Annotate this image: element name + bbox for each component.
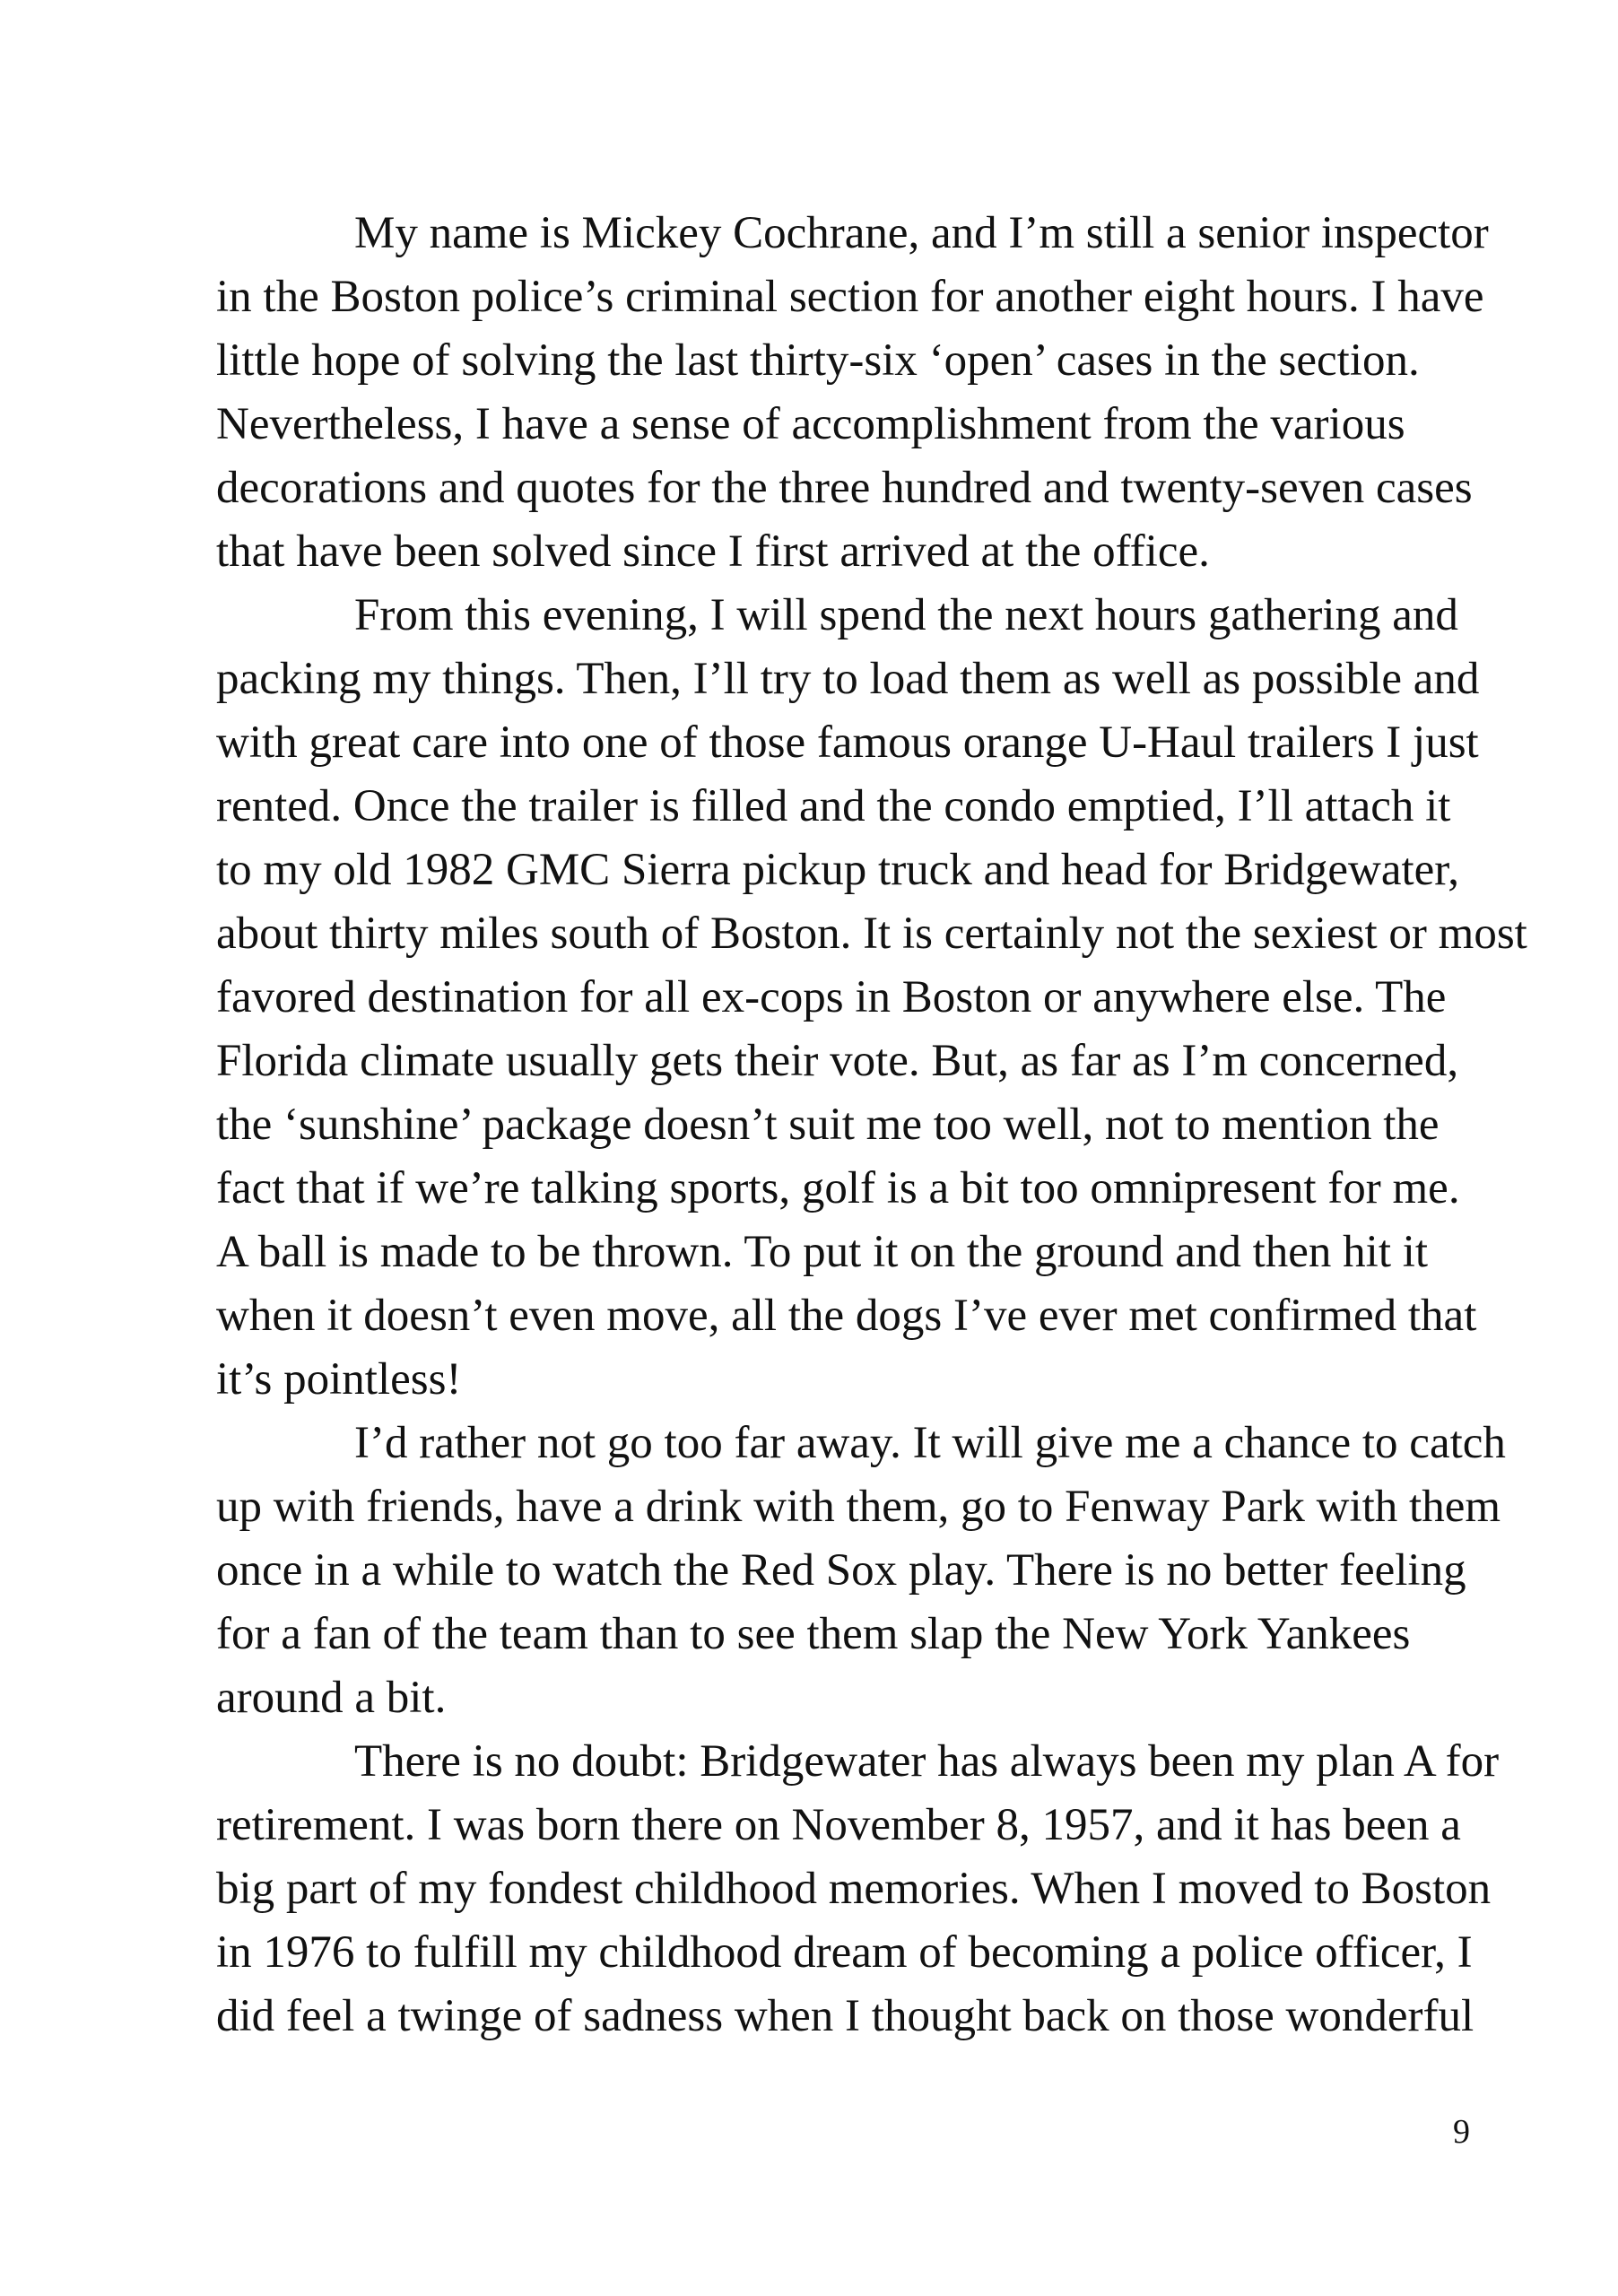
text-line: with great care into one of those famous orange U-Haul trailers I just [216, 718, 1479, 768]
paragraph-1 [216, 202, 1489, 584]
text-line: I’d rather not go too far away. It will give me a chance to catch [354, 1418, 1506, 1468]
body-text [216, 202, 1527, 2048]
text-line: Nevertheless, I have a sense of accomplishment from the various [216, 399, 1405, 449]
text-line: From this evening, I will spend the next hours gathering and [354, 590, 1458, 640]
text-line: to my old 1982 GMC Sierra pickup truck and head for Bridgewater, [216, 845, 1459, 895]
text-line: retirement. I was born there on November 8, 1957, and it has been a [216, 1800, 1461, 1850]
text-line: decorations and quotes for the three hundred and twenty-seven cases [216, 463, 1473, 513]
text-line: when it doesn’t even move, all the dogs I’ve ever met confirmed that [216, 1291, 1477, 1341]
text-line: in the Boston police’s criminal section for another eight hours. I have [216, 272, 1484, 322]
text-line: My name is Mickey Cochrane, and I’m still a senior inspector [354, 208, 1489, 258]
paragraph-4 [216, 1730, 1500, 2048]
text-line: packing my things. Then, I’ll try to load them as well as possible and [216, 654, 1480, 704]
text-line: around a bit. [216, 1673, 447, 1723]
text-line: did feel a twinge of sadness when I thought back on those wonderful [216, 1991, 1474, 2041]
text-line: for a fan of the team than to see them slap the New York Yankees [216, 1609, 1411, 1659]
text-line: There is no doubt: Bridgewater has always been my plan A for [354, 1736, 1500, 1787]
text-line: it’s pointless! [216, 1354, 462, 1405]
page-number: 9 [1453, 2113, 1470, 2151]
text-line: fact that if we’re talking sports, golf is a bit too omnipresent for me. [216, 1163, 1460, 1213]
text-line: once in a while to watch the Red Sox play. There is no better feeling [216, 1545, 1466, 1596]
text-line: that have been solved since I first arrived at the office. [216, 526, 1210, 577]
text-line: little hope of solving the last thirty-six ‘open’ cases in the section. [216, 335, 1420, 386]
text-line: the ‘sunshine’ package doesn’t suit me too well, not to mention the [216, 1100, 1440, 1150]
text-line: A ball is made to be thrown. To put it on the ground and then hit it [216, 1227, 1429, 1277]
text-line: in 1976 to fulfill my childhood dream of becoming a police officer, I [216, 1927, 1473, 1978]
text-line: Florida climate usually gets their vote. But, as far as I’m concerned, [216, 1036, 1459, 1086]
text-line: favored destination for all ex-cops in Boston or anywhere else. The [216, 972, 1447, 1022]
paragraph-2 [216, 584, 1527, 1412]
paragraph-3 [216, 1412, 1506, 1730]
text-line: about thirty miles south of Boston. It is certainly not the sexiest or most [216, 909, 1527, 959]
text-line: big part of my fondest childhood memories. When I moved to Boston [216, 1864, 1492, 1914]
text-line: rented. Once the trailer is filled and the condo emptied, I’ll attach it [216, 781, 1451, 831]
text-line: up with friends, have a drink with them, go to Fenway Park with them [216, 1482, 1501, 1532]
